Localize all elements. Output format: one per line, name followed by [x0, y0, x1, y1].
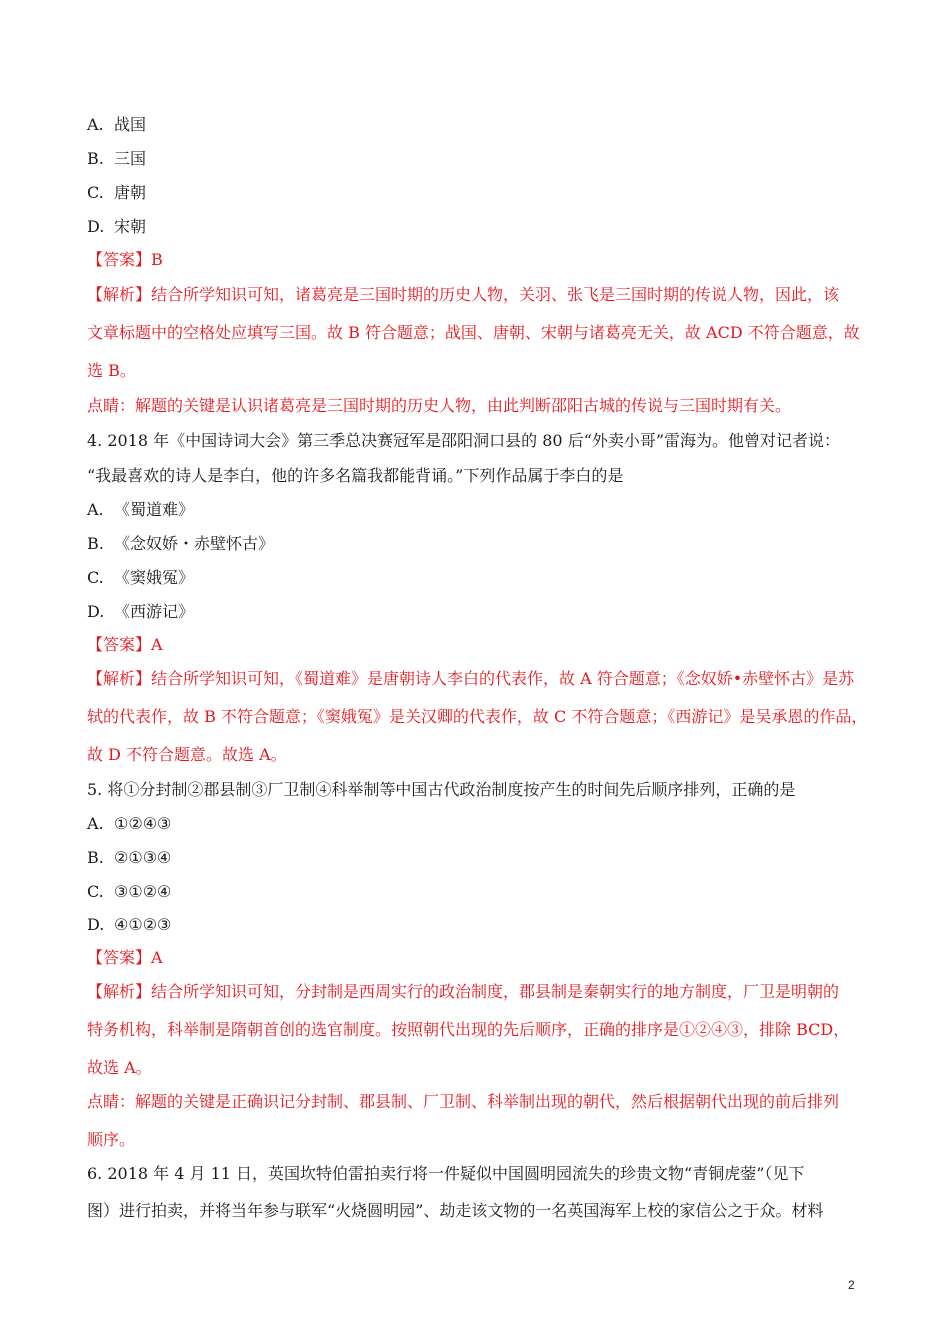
- q3-option-a: [87, 114, 146, 136]
- option-letter: A.: [87, 115, 104, 134]
- option-letter: C.: [87, 183, 104, 202]
- q4-option-d: [87, 601, 194, 623]
- option-text: 《西游记》: [114, 602, 195, 621]
- option-text: 唐朝: [114, 183, 147, 202]
- option-text: 战国: [114, 115, 147, 134]
- q3-tip: 点睛：解题的关键是认识诸葛亮是三国时期的历史人物，由此判断邵阳古城的传说与三国时期有关。: [87, 396, 792, 415]
- q3-answer: 【答案】B: [87, 250, 163, 269]
- q4-stem-line-1: 4. 2018 年《中国诗词大会》第三季总决赛冠军是邵阳洞口县的 80 后“外卖小哥”雷海为。他曾对记者说：: [87, 431, 841, 450]
- option-letter: B.: [87, 149, 104, 168]
- option-text: 三国: [114, 149, 147, 168]
- q3-option-c: [87, 182, 146, 204]
- option-letter: B.: [87, 848, 104, 867]
- q5-analysis-line-2: 特务机构，科举制是隋朝首创的选官制度。按照朝代出现的先后顺序，正确的排序是①②④③，排除 BCD，: [87, 1020, 850, 1039]
- option-letter: D.: [87, 602, 105, 621]
- q4-analysis-line-1: 【解析】结合所学知识可知，《蜀道难》是唐朝诗人李白的代表作，故 A 符合题意；《念奴娇•赤壁怀古》是苏: [87, 669, 855, 688]
- option-letter: A.: [87, 500, 104, 519]
- option-text: ②①③④: [114, 848, 172, 867]
- option-text: 《蜀道难》: [114, 500, 195, 519]
- q5-option-d: [87, 914, 171, 936]
- option-text: ④①②③: [114, 915, 172, 934]
- option-letter: D.: [87, 915, 105, 934]
- q5-option-a: [87, 813, 171, 835]
- q5-analysis-line-3: 故选 A。: [87, 1058, 152, 1077]
- q3-analysis-line-3: 选 B。: [87, 361, 136, 380]
- q4-answer: 【答案】A: [87, 635, 163, 654]
- q4-analysis-line-3: 故 D 不符合题意。故选 A。: [87, 745, 287, 764]
- option-text: 《窦娥冤》: [114, 568, 195, 587]
- option-text: 《念奴娇・赤壁怀古》: [114, 534, 275, 553]
- page-number: 2: [848, 1278, 855, 1292]
- q4-analysis-line-2: 轼的代表作，故 B 不符合题意；《窦娥冤》是关汉卿的代表作，故 C 不符合题意；《西游记》是吴承恩的作品，: [87, 707, 868, 726]
- option-text: ③①②④: [114, 882, 172, 901]
- option-letter: D.: [87, 217, 105, 236]
- q5-stem: 5. 将①分封制②郡县制③厂卫制④科举制等中国古代政治制度按产生的时间先后顺序排列，正确的是: [87, 780, 796, 799]
- q3-analysis-line-1: 【解析】结合所学知识可知，诸葛亮是三国时期的历史人物，关羽、张飞是三国时期的传说人物，因此，该: [87, 285, 840, 304]
- option-text: 宋朝: [114, 217, 147, 236]
- q6-stem-line-1: 6. 2018 年 4 月 11 日，英国坎特伯雷拍卖行将一件疑似中国圆明园流失的珍贵文物“青铜虎蓥”（见下: [87, 1164, 805, 1183]
- q3-option-b: [87, 148, 146, 170]
- q4-option-b: [87, 533, 274, 555]
- q5-tip-line-1: 点睛：解题的关键是正确识记分封制、郡县制、厂卫制、科举制出现的朝代，然后根据朝代出现的前后排列: [87, 1092, 840, 1111]
- option-letter: C.: [87, 882, 104, 901]
- option-letter: B.: [87, 534, 104, 553]
- q5-option-c: [87, 881, 171, 903]
- option-letter: A.: [87, 814, 104, 833]
- option-letter: C.: [87, 568, 104, 587]
- q5-analysis-line-1: 【解析】结合所学知识可知，分封制是西周实行的政治制度，郡县制是秦朝实行的地方制度，厂卫是明朝的: [87, 982, 840, 1001]
- q6-stem-line-2: 图）进行拍卖，并将当年参与联军“火烧圆明园”、劫走该文物的一名英国海军上校的家信公之于众。材料: [87, 1201, 824, 1220]
- q3-option-d: [87, 216, 146, 238]
- q5-option-b: [87, 847, 171, 869]
- q5-answer: 【答案】A: [87, 948, 163, 967]
- q5-tip-line-2: 顺序。: [87, 1130, 136, 1149]
- option-text: ①②④③: [114, 814, 172, 833]
- q4-option-c: [87, 567, 194, 589]
- q3-analysis-line-2: 文章标题中的空格处应填写三国。故 B 符合题意；战国、唐朝、宋朝与诸葛亮无关，故 ACD 不符合题意，故: [87, 323, 860, 342]
- q4-option-a: [87, 499, 194, 521]
- q4-stem-line-2: “我最喜欢的诗人是李白，他的许多名篇我都能背诵。”下列作品属于李白的是: [87, 466, 624, 485]
